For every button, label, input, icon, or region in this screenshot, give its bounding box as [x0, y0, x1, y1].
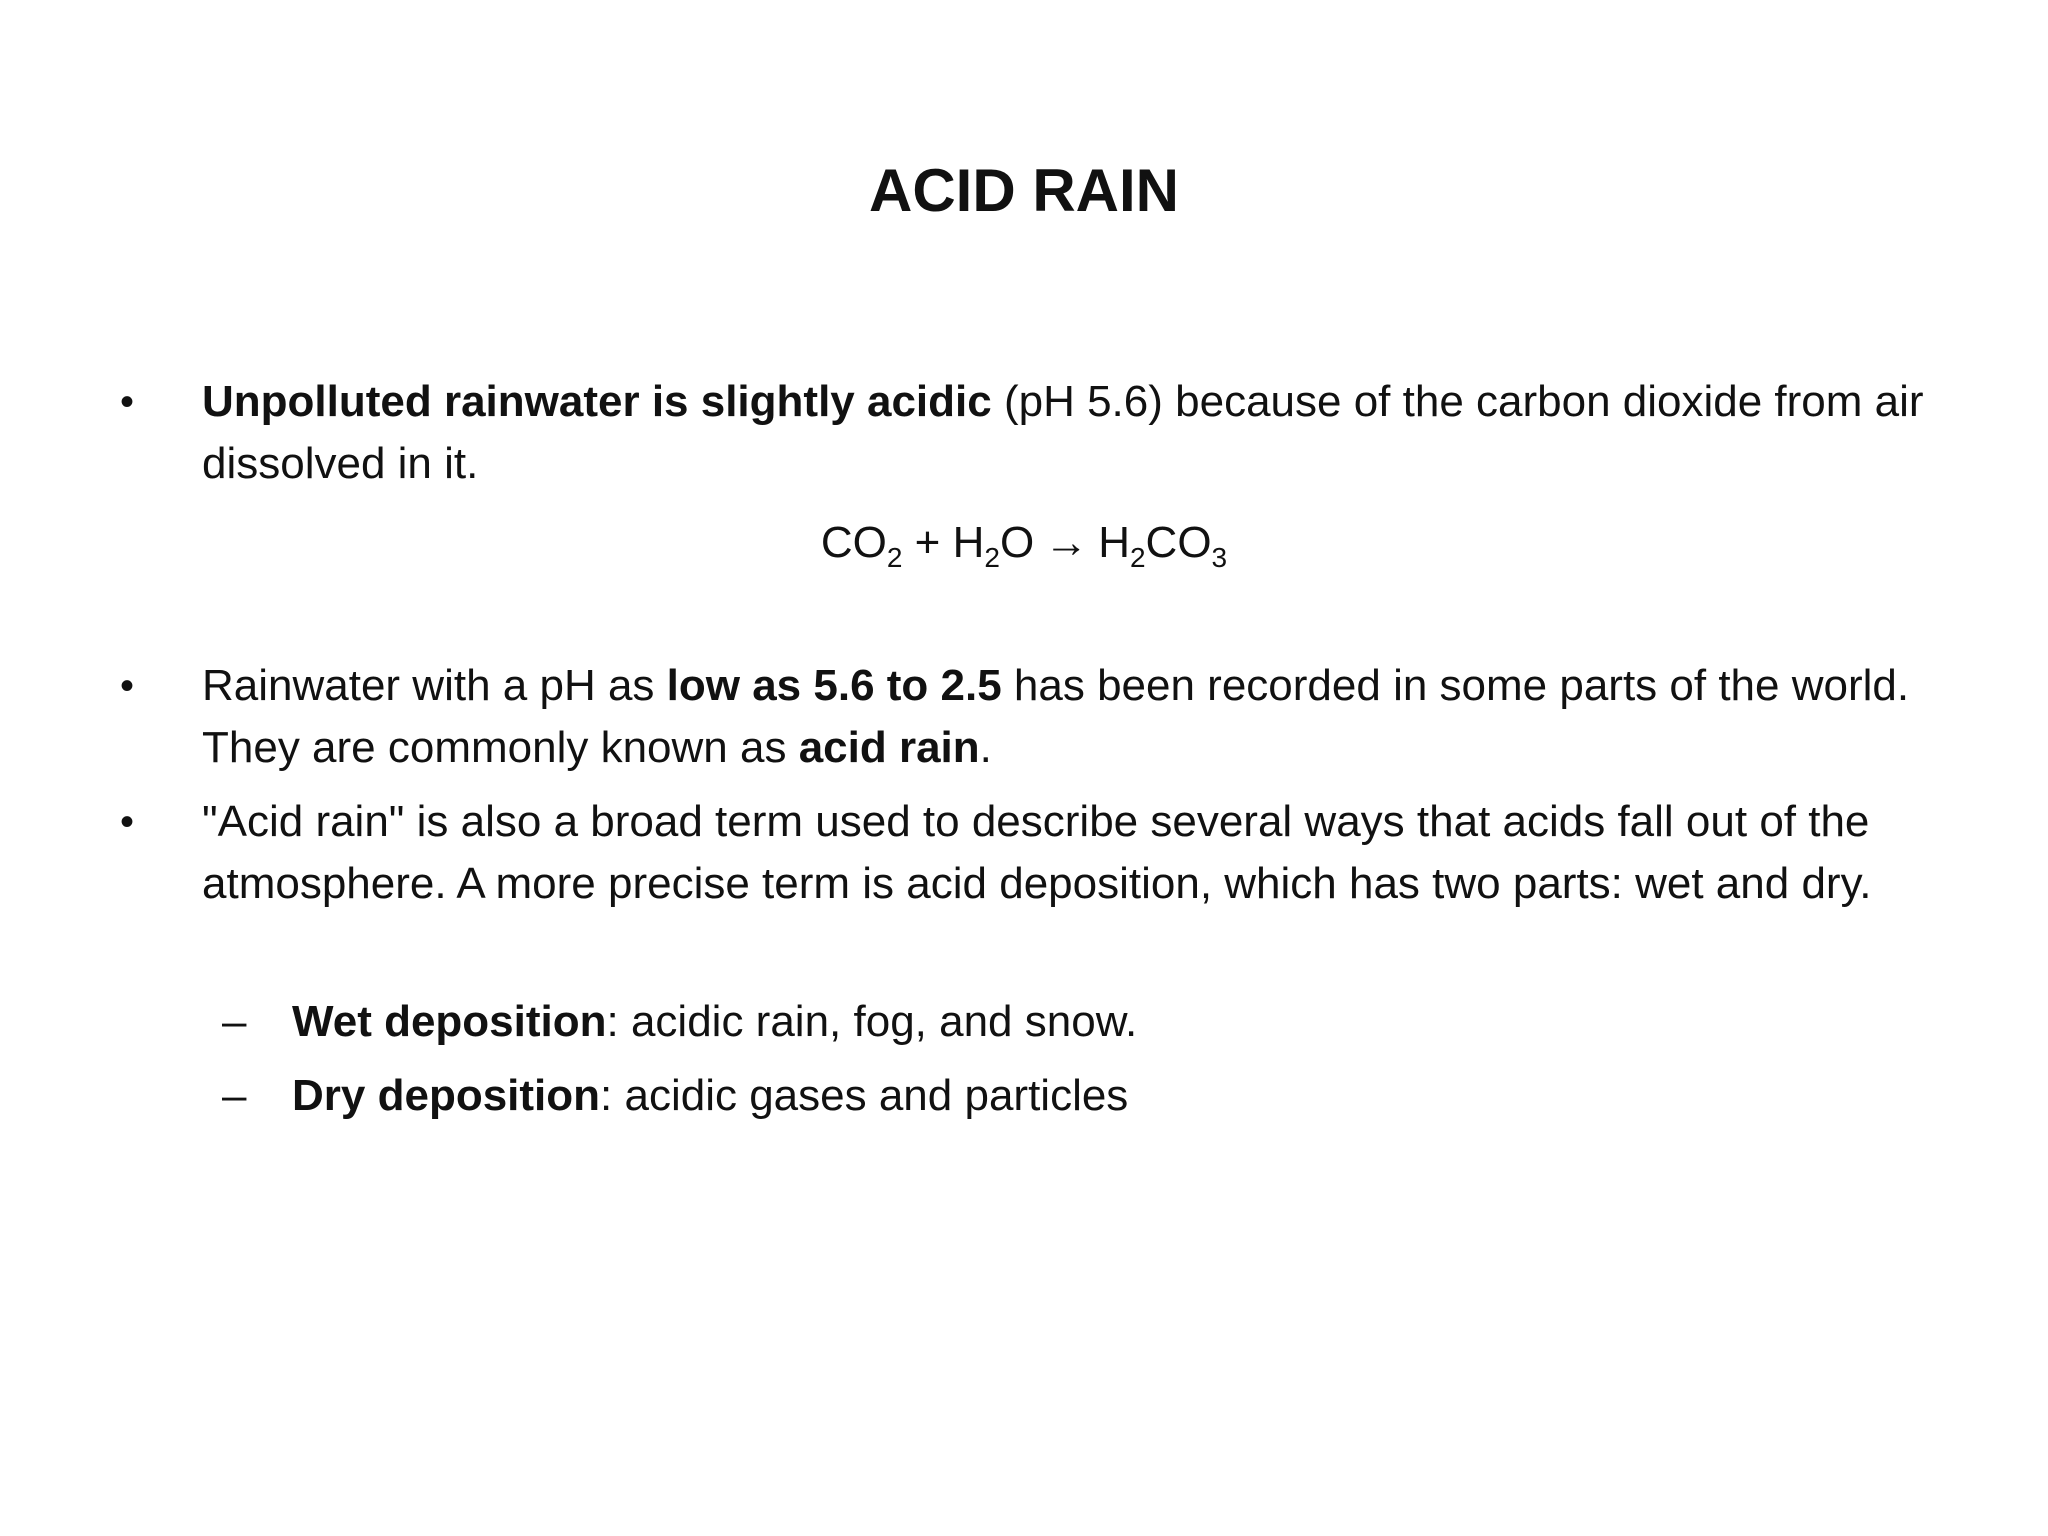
bullet-item-3: [120, 791, 1950, 977]
sub-bullet-wet-deposition: [222, 991, 1922, 1053]
bullet-text: "Acid rain" is also a broad term used to describe several ways that acids fall out of the atmosphere. A more precise term is acid deposition, which has two parts: wet and dry.: [202, 797, 1872, 908]
bullet-marker: •: [120, 664, 135, 708]
formula-co2: $CO_2$: [820, 518, 903, 573]
bullet-rest-text: (pH 5.6) because of the carbon dioxide from air dissolved in it.: [202, 377, 1924, 488]
bullet-marker: •: [120, 800, 135, 844]
bold-ph-range: low as 5.6 to 2.5: [666, 661, 1002, 710]
sub-bullet-text: Dry deposition: acidic gases and particles: [292, 1071, 1129, 1120]
sub-bullet-text: Wet deposition: acidic rain, fog, and snow.: [292, 997, 1138, 1046]
chemical-equation: [0, 512, 2048, 574]
bold-acid-rain: acid rain: [798, 723, 980, 772]
formula-h2o: + $H_2O$: [902, 518, 1035, 573]
reaction-arrow-icon: →: [1044, 518, 1089, 567]
bullet-item-1: [120, 371, 1950, 495]
dash-marker: –: [222, 1071, 247, 1120]
dash-marker: –: [222, 997, 247, 1046]
sub-bullet-dry-deposition: [222, 1065, 1922, 1127]
bold-lead-text: Unpolluted rainwater is slightly acidic: [202, 377, 992, 426]
bullet-text: [202, 371, 1962, 495]
formula-h2co3: $H_2CO_3$: [1098, 518, 1228, 573]
bullet-item-2: [120, 655, 1950, 779]
bullet-marker: •: [120, 380, 135, 424]
bullet-text: Rainwater with a pH as low as 5.6 to 2.5 has been recorded in some parts of the world. They are commonly known as acid rain.: [202, 661, 1910, 772]
slide-title: ACID RAIN: [869, 157, 1179, 224]
